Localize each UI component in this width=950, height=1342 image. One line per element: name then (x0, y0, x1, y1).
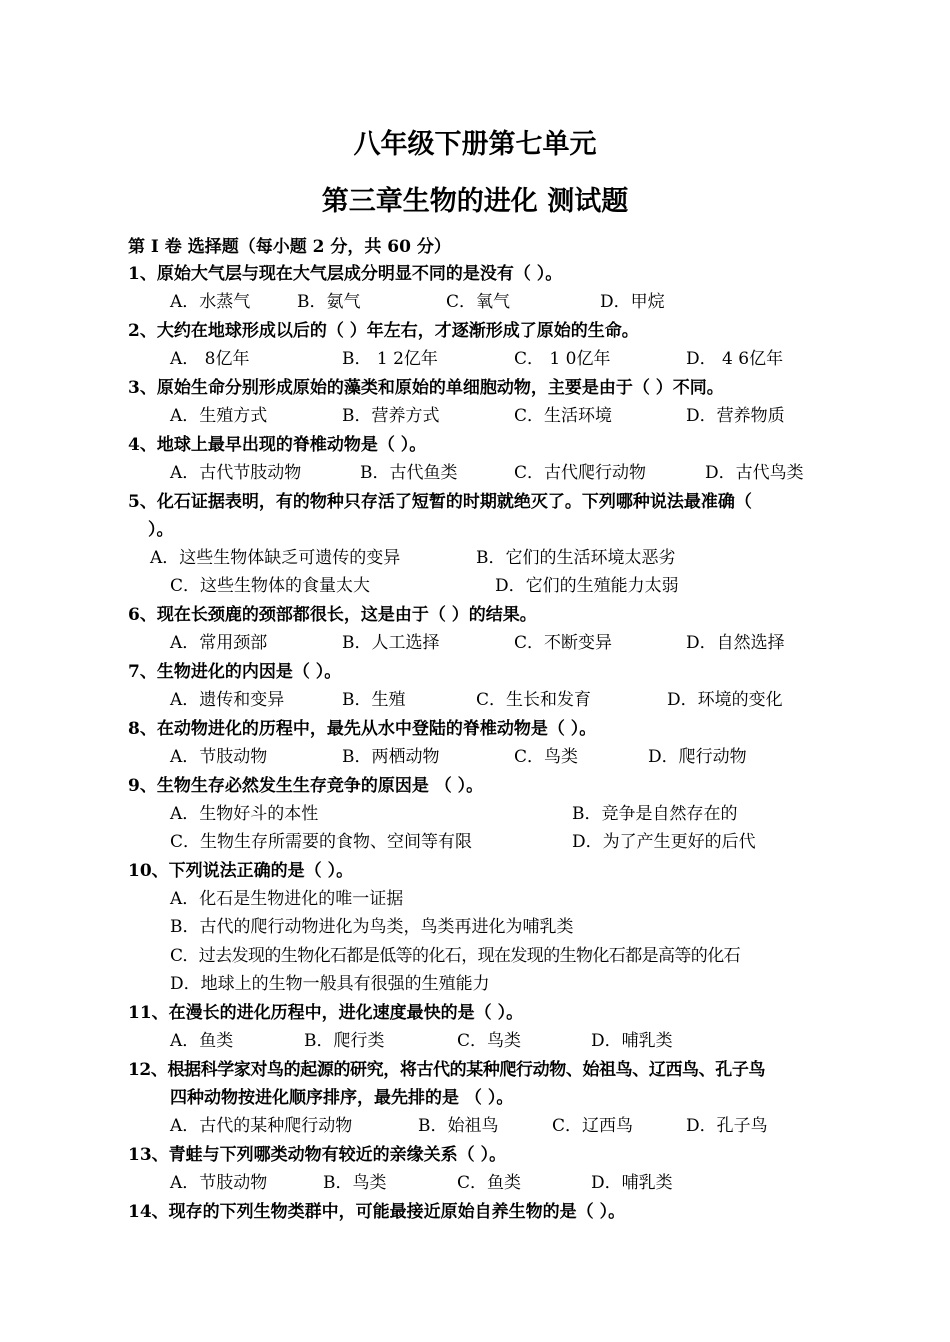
option: C．这些生物体的食量太大 (170, 576, 371, 596)
option: D．甲烷 (600, 292, 665, 312)
option: B．生殖 (342, 690, 406, 710)
option: D．它们的生殖能力太弱 (495, 576, 679, 596)
option: A．水蒸气 (170, 292, 251, 312)
option: C．鸟类 (457, 1031, 522, 1051)
question-5-stem: 5、化石证据表明，有的物种只存活了短暂的时期就绝灭了。下列哪种说法最准确（ (128, 492, 752, 512)
option: C．生长和发育 (476, 690, 592, 710)
option: B．古代的爬行动物进化为鸟类，鸟类再进化为哺乳类 (170, 917, 574, 937)
question-14-stem: 14、现存的下列生物类群中，可能最接近原始自养生物的是（ ）。 (128, 1202, 626, 1222)
question-7-stem: 7、生物进化的内因是（ ）。 (128, 662, 342, 682)
option: C．生物生存所需要的食物、空间等有限 (170, 832, 473, 852)
question-11-stem: 11、在漫长的进化历程中，进化速度最快的是（ ）。 (128, 1003, 524, 1023)
option: C．氧气 (446, 292, 511, 312)
option: D．爬行动物 (648, 747, 747, 767)
option: D．地球上的生物一般具有很强的生殖能力 (170, 974, 490, 994)
option: D．古代鸟类 (705, 463, 804, 483)
question-3-stem: 3、原始生命分别形成原始的藻类和原始的单细胞动物，主要是由于（ ）不同。 (128, 378, 724, 398)
option: C． 1 0亿年 (514, 349, 611, 369)
document-subtitle: 第三章生物的进化 测试题 (321, 186, 629, 217)
option: B．古代鱼类 (360, 463, 458, 483)
question-9-stem: 9、生物生存必然发生生存竞争的原因是 （ ）。 (128, 776, 484, 796)
question-4-stem: 4、地球上最早出现的脊椎动物是（ ）。 (128, 435, 427, 455)
option: B．两栖动物 (342, 747, 440, 767)
option: B． 1 2亿年 (342, 349, 438, 369)
option: D．营养物质 (686, 406, 785, 426)
option: C．辽西鸟 (552, 1116, 634, 1136)
option: D．为了产生更好的后代 (572, 832, 756, 852)
option: A．节肢动物 (170, 747, 268, 767)
option: A．遗传和变异 (170, 690, 285, 710)
question-5-stem-continued: ）。 (148, 520, 174, 540)
option: C．过去发现的生物化石都是低等的化石，现在发现的生物化石都是高等的化石 (170, 946, 741, 966)
option: B．竞争是自然存在的 (572, 804, 738, 824)
option: B．爬行类 (304, 1031, 385, 1051)
question-10-stem: 10、下列说法正确的是（ ）。 (128, 861, 354, 881)
option: A．节肢动物 (170, 1173, 268, 1193)
option: B．人工选择 (342, 633, 440, 653)
option: B．氨气 (297, 292, 361, 312)
option: B．鸟类 (323, 1173, 387, 1193)
question-2-stem: 2、大约在地球形成以后的（ ）年左右，才逐渐形成了原始的生命。 (128, 321, 639, 341)
option: D．哺乳类 (591, 1031, 673, 1051)
option: B．它们的生活环境太恶劣 (476, 548, 676, 568)
question-8-stem: 8、在动物进化的历程中，最先从水中登陆的脊椎动物是（ ）。 (128, 719, 597, 739)
option: C．古代爬行动物 (514, 463, 647, 483)
option: C．不断变异 (514, 633, 613, 653)
option: D．哺乳类 (591, 1173, 673, 1193)
option: B．营养方式 (342, 406, 440, 426)
option: D．孔子鸟 (686, 1116, 768, 1136)
option: B．始祖鸟 (418, 1116, 499, 1136)
question-6-stem: 6、现在长颈鹿的颈部都很长，这是由于（ ）的结果。 (128, 605, 537, 625)
option: A．古代的某种爬行动物 (170, 1116, 353, 1136)
question-13-stem: 13、青蛙与下列哪类动物有较近的亲缘关系（ ）。 (128, 1145, 507, 1165)
option: C．生活环境 (514, 406, 613, 426)
option: A．常用颈部 (170, 633, 268, 653)
option: A． 8亿年 (170, 349, 250, 369)
option: C．鱼类 (457, 1173, 522, 1193)
option: A．生殖方式 (170, 406, 268, 426)
question-1-stem: 1、原始大气层与现在大气层成分明显不同的是没有（ ）。 (128, 264, 563, 284)
option: C．鸟类 (514, 747, 579, 767)
option: A．鱼类 (170, 1031, 234, 1051)
question-12-stem: 12、根据科学家对鸟的起源的研究，将古代的某种爬行动物、始祖鸟、辽西鸟、孔子鸟 (128, 1060, 766, 1080)
option: D．环境的变化 (667, 690, 783, 710)
document-title: 八年级下册第七单元 (353, 129, 597, 160)
option: D． 4 6亿年 (686, 349, 784, 369)
question-12-stem-continued: 四种动物按进化顺序排序，最先排的是 （ ）。 (170, 1088, 514, 1108)
option: D．自然选择 (686, 633, 785, 653)
section-heading: 第 I 卷 选择题（每小题 2 分，共 60 分） (128, 237, 451, 257)
option: A．化石是生物进化的唯一证据 (170, 889, 404, 909)
option: A．生物好斗的本性 (170, 804, 319, 824)
option: A．这些生物体缺乏可遗传的变异 (150, 548, 401, 568)
option: A．古代节肢动物 (170, 463, 302, 483)
